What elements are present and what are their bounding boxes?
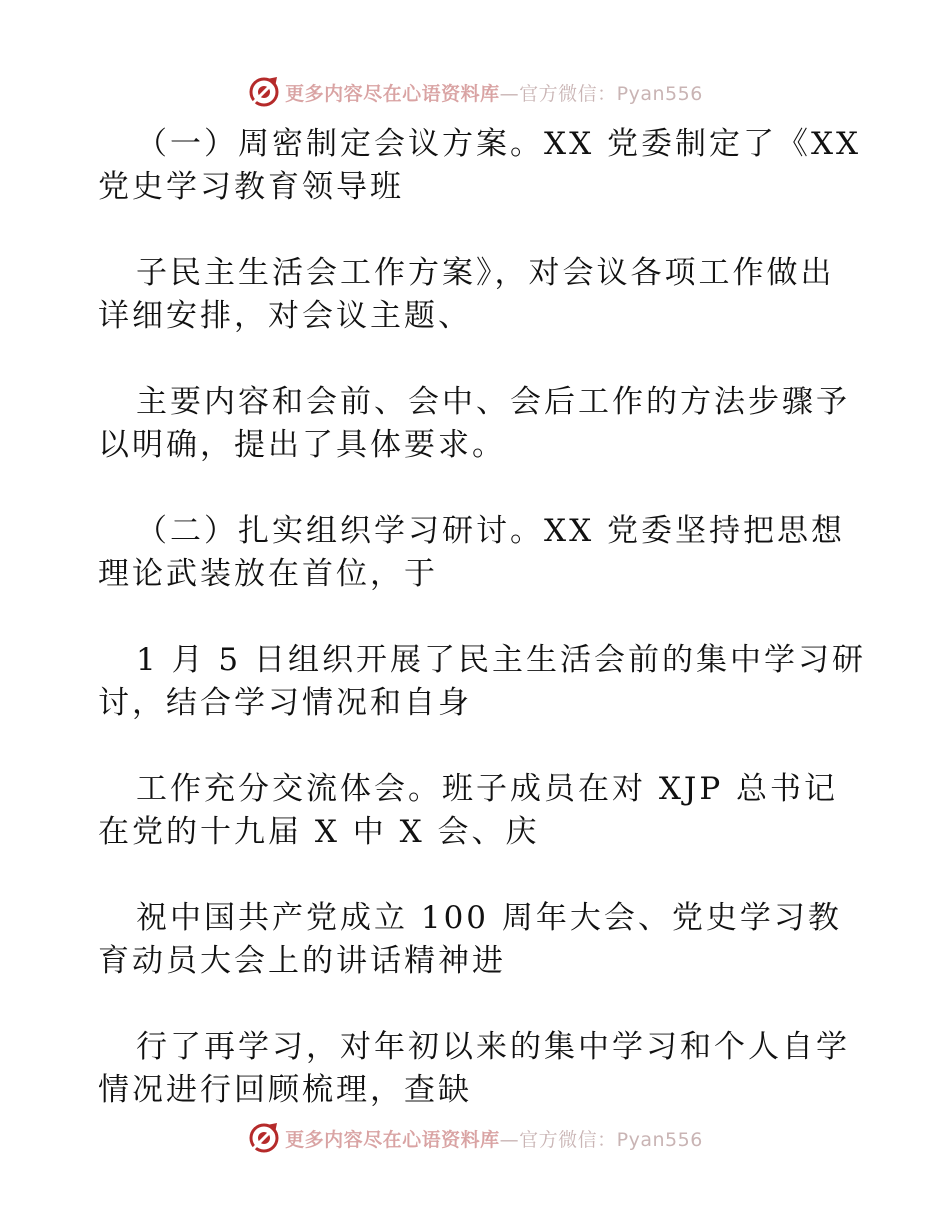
header-text [285,79,703,106]
paragraph-line: 理论武装放在首位，于 [98,556,438,592]
header-brand: 更多内容尽在心语资料库 [285,82,500,105]
paragraph-line: 主要内容和会前、会中、会后工作的方法步骤予 [136,384,850,420]
header-contact: 官方微信：Pyan556 [519,82,703,105]
seal-logo-icon [247,1121,281,1155]
paragraph-line: 情况进行回顾梳理，查缺 [98,1072,472,1108]
footer-brand: 更多内容尽在心语资料库 [285,1128,500,1151]
footer-separator: — [499,1128,520,1151]
paragraph-line: （一）周密制定会议方案。XX 党委制定了《XX [136,126,862,162]
header-watermark [0,72,950,112]
paragraph-line: 子民主生活会工作方案》，对会议各项工作做出 [136,255,835,291]
paragraph-line: 1 月 5 日组织开展了民主生活会前的集中学习研 [136,642,867,678]
footer-watermark [0,1118,950,1158]
paragraph-line: 详细安排，对会议主题、 [98,298,472,334]
paragraph-line: 以明确，提出了具体要求。 [98,427,506,463]
paragraph-line: （二）扎实组织学习研讨。XX 党委坚持把思想 [136,513,845,549]
paragraph-line: 党史学习教育领导班 [98,169,404,205]
paragraph-line: 行了再学习，对年初以来的集中学习和个人自学 [136,1029,850,1065]
seal-logo-icon [247,75,281,109]
paragraph-line: 祝中国共产党成立 100 周年大会、党史学习教 [136,900,842,936]
paragraph-line: 育动员大会上的讲话精神进 [98,943,506,979]
document-body [98,123,867,1112]
header-separator: — [499,82,520,105]
footer-contact: 官方微信：Pyan556 [519,1128,703,1151]
paragraph-line: 在党的十九届 X 中 X 会、庆 [98,814,540,850]
paragraph-line: 讨，结合学习情况和自身 [98,685,472,721]
paragraph-line: 工作充分交流体会。班子成员在对 XJP 总书记 [136,771,839,807]
footer-text [285,1125,703,1152]
